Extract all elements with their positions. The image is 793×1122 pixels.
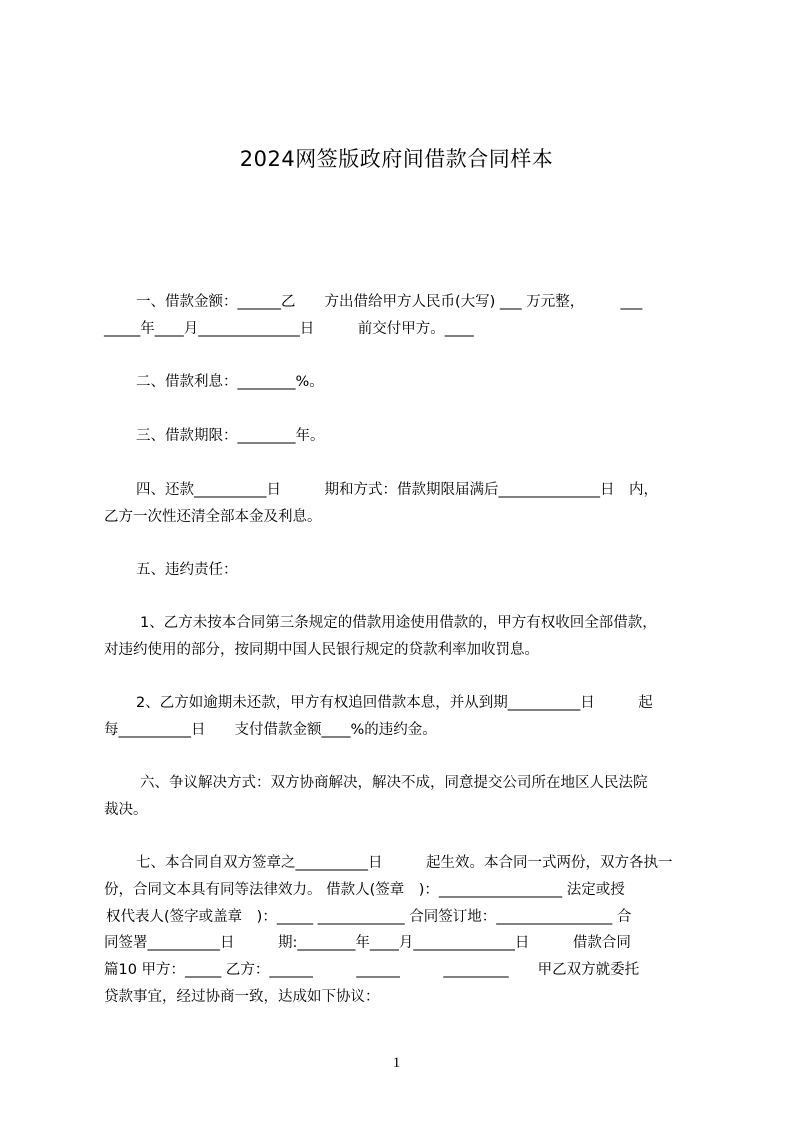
clause-6-line-2: 裁决。 [104,802,148,818]
clause-2-line: 二、借款利息：________%。 [136,374,324,390]
clause-5-item-1-line-1: 1、乙方未按本合同第三条规定的借款用途使用借款的，甲方有权收回全部借款， [140,615,657,631]
document-title: 2024网签版政府间借款合同样本 [239,147,554,171]
clause-3-line: 三、借款期限：________年。 [136,428,325,444]
clause-7-line-6: 贷款事宜，经过协商一致，达成如下协议： [104,989,380,1005]
clause-7-line-4: 同签署__________日 期:________年____月______________日 借款合同 [104,935,631,951]
clause-7-line-1: 七、本合同自双方签章之__________日 起生效。本合同一式两份，双方各执一 [136,855,673,871]
clause-5-heading: 五、违约责任： [136,562,238,578]
clause-4-line-1: 四、还款__________日 期和方式：借款期限届满后______________日 内， [136,482,658,498]
clause-5-item-2-line-1: 2、乙方如逾期未还款，甲方有权追回借款本息，并从到期__________日 起 [136,695,653,711]
clause-7-line-5: 篇10 甲方：_____ 乙方：______ ______ _________ 甲乙双方就委托 [104,962,640,978]
clause-4-line-2: 乙方一次性还清全部本金及利息。 [104,509,322,525]
clause-1-line-1: 一、借款金额：______乙 方出借给甲方人民币(大写) ___ 万元整， ___ [136,294,643,310]
clause-5-item-2-line-2: 每__________日 支付借款金额____%的违约金。 [104,722,437,738]
clause-1-line-2: _____年____月______________日 前交付甲方。____ [104,321,474,337]
clause-6-line-1: 六、争议解决方式：双方协商解决，解决不成，同意提交公司所在地区人民法院 [140,775,648,791]
page-number: 1 [392,1055,401,1071]
clause-5-item-1-line-2: 对违约使用的部分，按同期中国人民银行规定的贷款利率加收罚息。 [104,642,539,658]
clause-7-line-2: 份，合同文本具有同等法律效力。 借款人(签章 )：_________________ 法定或授 [104,882,625,898]
clause-7-line-3: 权代表人(签字或盖章 )：_____ ____________ 合同签订地：________________ 合 [106,909,632,925]
